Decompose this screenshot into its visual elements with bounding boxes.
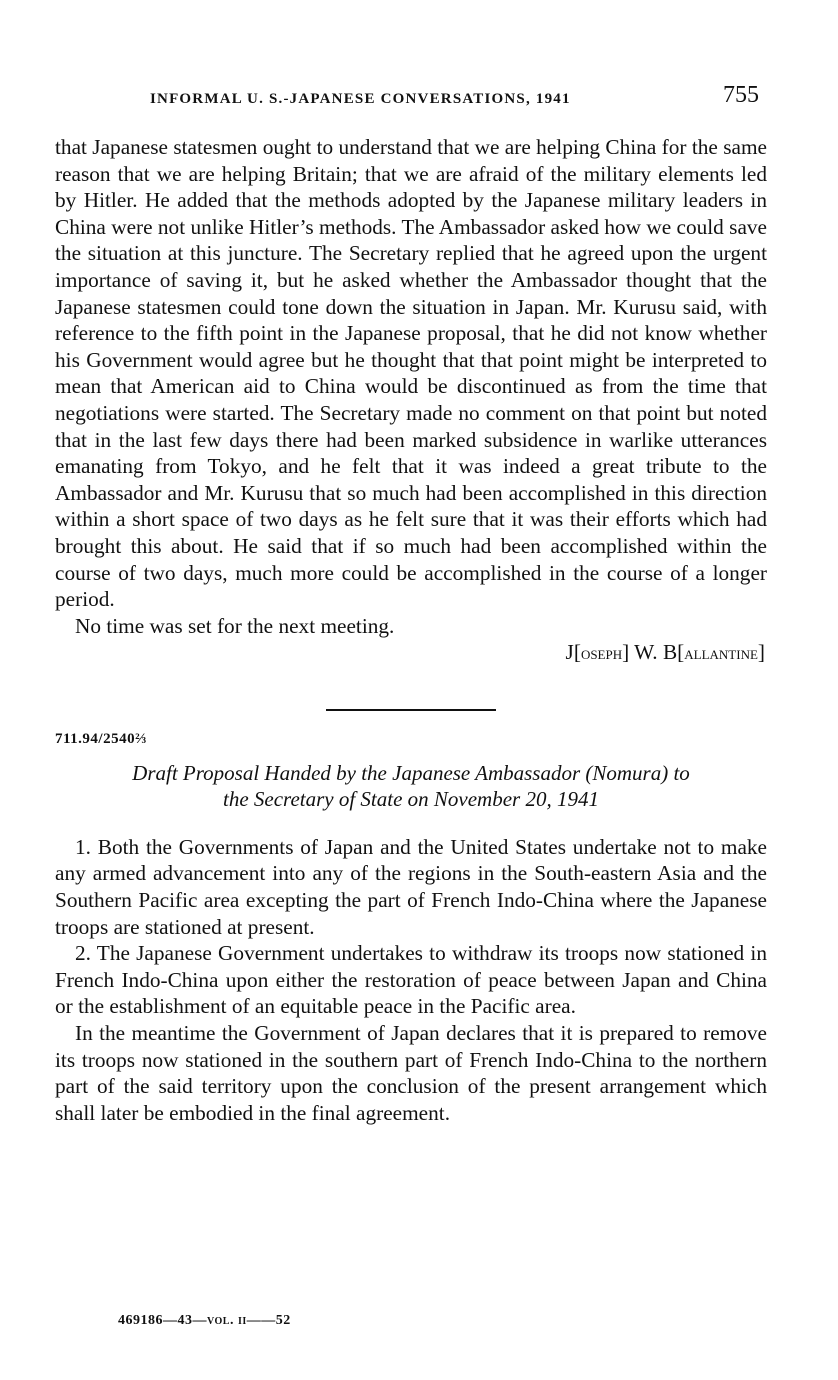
running-title: INFORMAL U. S.-JAPANESE CONVERSATIONS, 1941 <box>150 91 571 107</box>
signature-part: oseph <box>580 643 623 664</box>
section-divider <box>326 709 496 711</box>
running-head <box>55 80 767 120</box>
spacer <box>55 812 767 834</box>
page-number: 755 <box>723 82 759 108</box>
footer-part: vol. ii <box>207 1313 247 1328</box>
signature-part: allantine <box>684 643 758 664</box>
memo-continuation-paragraph: that Japanese statesmen ought to understand that we are helping China for the same reason that we are helping Britain; that we are afraid of the military elements led by Hitler. He added that the methods adopted by the Japanese military leaders in China were not unlike Hitler’s methods. The Ambassador asked how we could save the situation at this juncture. The Secretary replied that he agreed upon the urgent importance of saving it, but he asked whether the Ambassador thought that the Japanese statesmen could tone down the situation in Japan. Mr. Kurusu said, with reference to the fifth point in the Japanese proposal, that he did not know whether his Government would agree but he thought that that point might be interpreted to mean that American aid to China would be discontinued as from the time that negotiations were started. The Secretary made no comment on that point but noted that in the last few days there had been marked subsidence in warlike utterances emanating from Tokyo, and he felt that it was indeed a great tribute to the Ambassador and Mr. Kurusu that so much had been accomplished in this direction within a short space of two days as he felt sure that it was their efforts which had brought this about. He said that if so much had been accomplished within the course of two days, much more could be accomplished in the course of a longer period. <box>55 135 767 612</box>
signature-part: ] <box>757 640 765 665</box>
print-footer <box>118 1313 291 1329</box>
document-title-line: Draft Proposal Handed by the Japanese Ambassador (Nomura) to <box>132 760 690 785</box>
footer-part: 469186—43— <box>118 1313 207 1328</box>
signature-part: ] W. B[ <box>622 640 685 665</box>
page-body <box>55 134 767 1126</box>
footer-part: ——52 <box>246 1313 291 1328</box>
signature <box>55 639 765 667</box>
proposal-paragraph: 1. Both the Governments of Japan and the United States undertake not to make any armed advancement into any of the regions in the South-eastern Asia and the Southern Pacific area excepting the part of French Indo-China where the Japanese troops are stationed at present. <box>55 834 767 939</box>
proposal-paragraph: 2. The Japanese Government undertakes to withdraw its troops now stationed in French Indo-China upon either the restoration of peace between Japan and China or the establishment of an equitable peace in the Pacific area. <box>55 941 767 1019</box>
memo-closing-paragraph: No time was set for the next meeting. <box>75 613 395 638</box>
document-title <box>55 760 767 812</box>
file-number: 711.94/2540⅔ <box>55 730 147 747</box>
proposal-paragraph: In the meantime the Government of Japan declares that it is prepared to remove its troops now stationed in the southern part of French Indo-China to the northern part of the said territory upon the conclusion of the present arrangement which shall later be embodied in the final agreement. <box>55 1021 767 1125</box>
signature-part: J[ <box>565 640 581 665</box>
document-title-line: the Secretary of State on November 20, 1941 <box>223 786 599 811</box>
